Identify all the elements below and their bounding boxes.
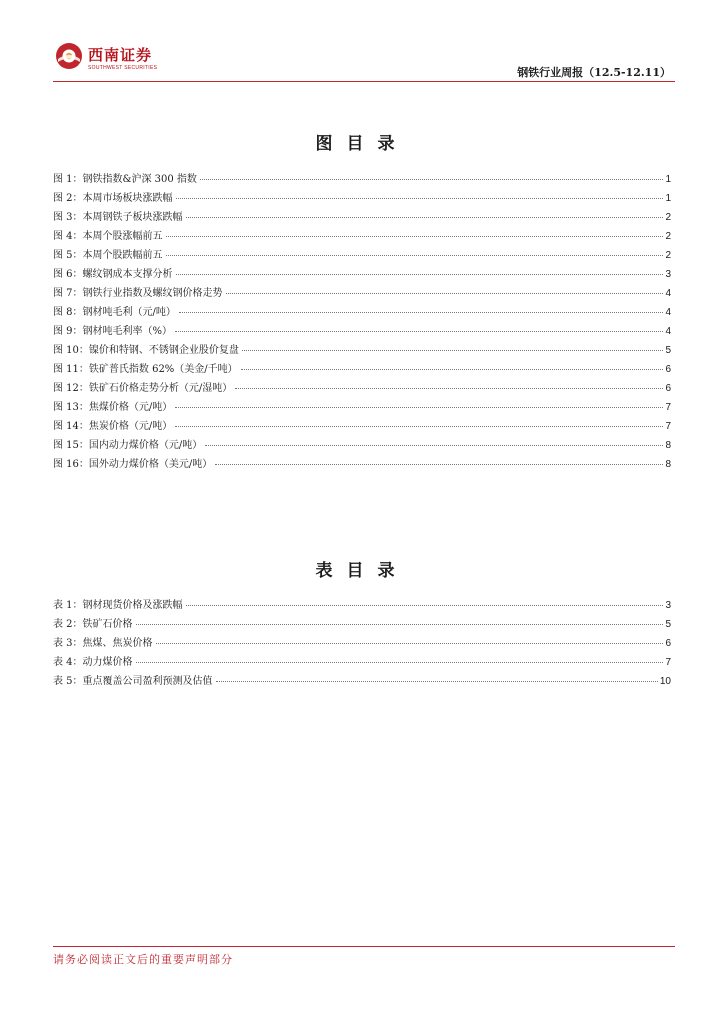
toc-entry[interactable] <box>53 634 671 653</box>
footer-divider <box>53 946 675 947</box>
toc-dot-leader <box>235 388 663 389</box>
toc-entry[interactable] <box>53 341 671 360</box>
toc-entry[interactable] <box>53 436 671 455</box>
toc-entry[interactable] <box>53 303 671 322</box>
toc-entry[interactable] <box>53 596 671 615</box>
toc-dot-leader <box>176 198 664 199</box>
page-header <box>53 40 675 82</box>
tables-toc-title: 表目录 <box>315 561 409 581</box>
toc-dot-leader <box>186 217 664 218</box>
toc-entry-label[interactable]: 图 7：钢铁行业指数及螺纹钢价格走势 <box>53 288 223 299</box>
toc-entry[interactable] <box>53 246 671 265</box>
toc-entry-page-number[interactable]: 6 <box>665 383 671 394</box>
toc-entry[interactable] <box>53 360 671 379</box>
toc-entry[interactable] <box>53 379 671 398</box>
toc-entry-label[interactable]: 图 16：国外动力煤价格（美元/吨） <box>53 459 213 470</box>
toc-entry-label[interactable]: 图 4：本周个股涨幅前五 <box>53 231 163 242</box>
toc-entry[interactable] <box>53 615 671 634</box>
toc-entry[interactable] <box>53 417 671 436</box>
toc-dot-leader <box>186 605 664 606</box>
toc-entry-label[interactable]: 表 3：焦煤、焦炭价格 <box>53 638 153 649</box>
header-divider <box>53 81 675 82</box>
toc-entry-page-number[interactable]: 2 <box>665 212 671 223</box>
toc-entry-label[interactable]: 图 1：钢铁指数&沪深 300 指数 <box>53 174 197 185</box>
toc-entry[interactable] <box>53 284 671 303</box>
toc-dot-leader <box>176 274 664 275</box>
toc-entry[interactable] <box>53 653 671 672</box>
logo-emblem-icon <box>55 42 83 70</box>
toc-entry-label[interactable]: 图 3：本周钢铁子板块涨跌幅 <box>53 212 183 223</box>
toc-entry-label[interactable]: 表 2：铁矿石价格 <box>53 619 133 630</box>
toc-dot-leader <box>242 350 664 351</box>
toc-entry-page-number[interactable]: 2 <box>665 231 671 242</box>
brand-name-en: SOUTHWEST SECURITIES <box>88 65 158 71</box>
toc-dot-leader <box>175 407 663 408</box>
toc-entry-label[interactable]: 表 1：钢材现货价格及涨跌幅 <box>53 600 183 611</box>
toc-entry-page-number[interactable]: 6 <box>665 638 671 649</box>
toc-dot-leader <box>166 236 664 237</box>
toc-entry-page-number[interactable]: 7 <box>665 421 671 432</box>
toc-entry[interactable] <box>53 208 671 227</box>
toc-entry-label[interactable]: 图 10：镍价和特钢、不锈钢企业股价复盘 <box>53 345 239 356</box>
toc-entry[interactable] <box>53 455 671 474</box>
toc-dot-leader <box>226 293 664 294</box>
toc-dot-leader <box>175 426 663 427</box>
toc-entry-page-number[interactable]: 7 <box>665 657 671 668</box>
figures-toc-title: 图目录 <box>315 134 409 154</box>
toc-dot-leader <box>241 369 664 370</box>
toc-entry[interactable] <box>53 265 671 284</box>
toc-entry[interactable] <box>53 322 671 341</box>
toc-dot-leader <box>216 681 658 682</box>
toc-entry-label[interactable]: 表 4：动力煤价格 <box>53 657 133 668</box>
toc-entry-page-number[interactable]: 4 <box>665 326 671 337</box>
toc-entry-label[interactable]: 图 14：焦炭价格（元/吨） <box>53 421 173 432</box>
toc-entry-label[interactable]: 图 15：国内动力煤价格（元/吨） <box>53 440 203 451</box>
toc-entry[interactable] <box>53 398 671 417</box>
toc-dot-leader <box>136 624 664 625</box>
toc-entry-page-number[interactable]: 1 <box>665 193 671 204</box>
toc-entry-page-number[interactable]: 2 <box>665 250 671 261</box>
toc-entry[interactable] <box>53 170 671 189</box>
toc-dot-leader <box>215 464 663 465</box>
report-title: 钢铁行业周报（12.5-12.11） <box>517 66 671 79</box>
toc-dot-leader <box>156 643 664 644</box>
toc-entry-label[interactable]: 图 2：本周市场板块涨跌幅 <box>53 193 173 204</box>
toc-entry-page-number[interactable]: 5 <box>665 619 671 630</box>
toc-entry[interactable] <box>53 227 671 246</box>
company-logo <box>53 40 163 76</box>
toc-entry-label[interactable]: 表 5：重点覆盖公司盈利预测及估值 <box>53 676 213 687</box>
toc-entry-label[interactable]: 图 5：本周个股跌幅前五 <box>53 250 163 261</box>
toc-entry-page-number[interactable]: 6 <box>665 364 671 375</box>
toc-dot-leader <box>200 179 664 180</box>
tables-toc-list <box>53 596 671 691</box>
toc-entry-page-number[interactable]: 4 <box>665 307 671 318</box>
toc-entry-page-number[interactable]: 5 <box>665 345 671 356</box>
toc-entry[interactable] <box>53 672 671 691</box>
toc-entry-page-number[interactable]: 3 <box>665 600 671 611</box>
toc-dot-leader <box>175 331 663 332</box>
footer-disclaimer: 请务必阅读正文后的重要声明部分 <box>53 953 233 966</box>
toc-entry-label[interactable]: 图 11：铁矿普氏指数 62%（美金/千吨） <box>53 364 238 375</box>
toc-entry-page-number[interactable]: 1 <box>665 174 671 185</box>
figures-toc-list <box>53 170 671 474</box>
toc-dot-leader <box>136 662 664 663</box>
toc-entry-page-number[interactable]: 3 <box>665 269 671 280</box>
toc-entry-label[interactable]: 图 13：焦煤价格（元/吨） <box>53 402 173 413</box>
toc-entry-page-number[interactable]: 8 <box>665 459 671 470</box>
toc-entry[interactable] <box>53 189 671 208</box>
toc-entry-page-number[interactable]: 7 <box>665 402 671 413</box>
toc-dot-leader <box>179 312 664 313</box>
toc-entry-page-number[interactable]: 10 <box>659 676 671 687</box>
toc-entry-label[interactable]: 图 12：铁矿石价格走势分析（元/湿吨） <box>53 383 233 394</box>
brand-name-cn: 西南证券 <box>88 46 153 64</box>
toc-dot-leader <box>205 445 663 446</box>
toc-entry-page-number[interactable]: 8 <box>665 440 671 451</box>
toc-entry-page-number[interactable]: 4 <box>665 288 671 299</box>
toc-entry-label[interactable]: 图 6：螺纹钢成本支撑分析 <box>53 269 173 280</box>
toc-dot-leader <box>166 255 664 256</box>
toc-entry-label[interactable]: 图 8：钢材吨毛利（元/吨） <box>53 307 176 318</box>
toc-entry-label[interactable]: 图 9：钢材吨毛利率（%） <box>53 326 173 337</box>
